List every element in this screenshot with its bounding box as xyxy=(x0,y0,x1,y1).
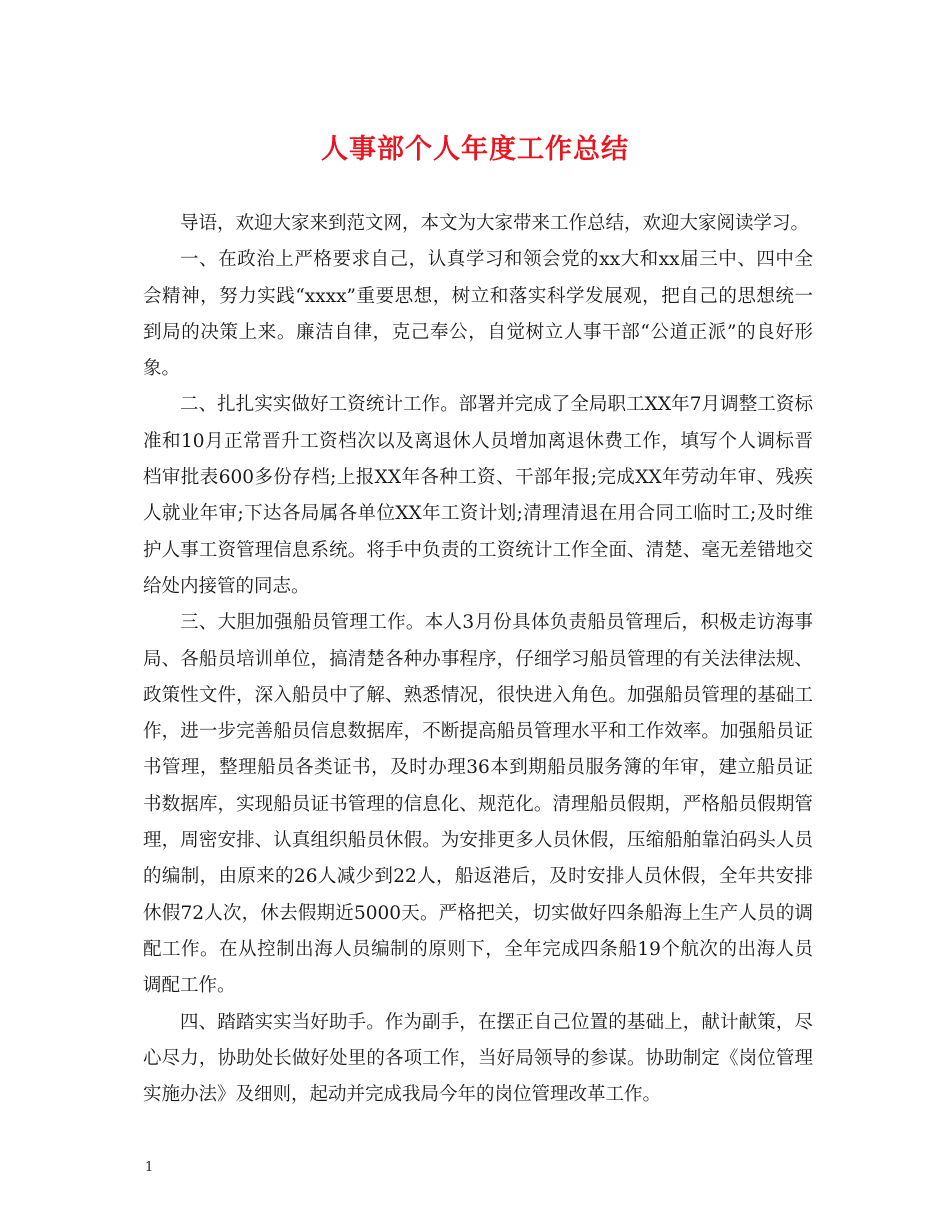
document-body xyxy=(143,206,813,1113)
section-three-paragraph: 三、大胆加强船员管理工作。本人3月份具体负责船员管理后，积极走访海事局、各船员培训单位，搞清楚各种办事程序，仔细学习船员管理的有关法律法规、政策性文件，深入船员中了解、熟悉情况，很快进入角色。加强船员管理的基础工作，进一步完善船员信息数据库，不断提高船员管理水平和工作效率。加强船员证书管理，整理船员各类证书，及时办理36本到期船员服务簿的年审，建立船员证书数据库，实现船员证书管理的信息化、规范化。清理船员假期，严格船员假期管理，周密安排、认真组织船员休假。为安排更多人员休假，压缩船舶靠泊码头人员的编制，由原来的26人减少到22人，船返港后，及时安排人员休假，全年共安排休假72人次，休去假期近5000天。严格把关，切实做好四条船海上生产人员的调配工作。在从控制出海人员编制的原则下，全年完成四条船19个航次的出海人员调配工作。 xyxy=(143,612,813,997)
section-four-paragraph: 四、踏踏实实当好助手。作为副手，在摆正自己位置的基础上，献计献策，尽心尽力，协助处长做好处里的各项工作，当好局领导的参谋。协助制定《岗位管理实施办法》及细则，起动并完成我局今年的岗位管理改革工作。 xyxy=(143,1011,813,1106)
document-title: 人事部个人年度工作总结 xyxy=(321,134,629,165)
section-one-paragraph: 一、在政治上严格要求自己，认真学习和领会党的xx大和xx届三中、四中全会精神，努力实践“xxxx”重要思想，树立和落实科学发展观，把自己的思想统一到局的决策上来。廉洁自律，克己奉公，自觉树立人事干部“公道正派”的良好形象。 xyxy=(143,249,813,380)
section-two-paragraph: 二、扎扎实实做好工资统计工作。部署并完成了全局职工XX年7月调整工资标准和10月正常晋升工资档次以及离退休人员增加离退休费工作，填写个人调标晋档审批表600多份存档;上报XX年各种工资、干部年报;完成XX年劳动年审、残疾人就业年审;下达各局属各单位XX年工资计划;清理清退在用合同工临时工;及时维护人事工资管理信息系统。将手中负责的工资统计工作全面、清楚、毫无差错地交给处内接管的同志。 xyxy=(143,394,813,597)
page-number: 1 xyxy=(145,1160,154,1175)
intro-paragraph: 导语，欢迎大家来到范文网，本文为大家带来工作总结，欢迎大家阅读学习。 xyxy=(180,213,810,234)
